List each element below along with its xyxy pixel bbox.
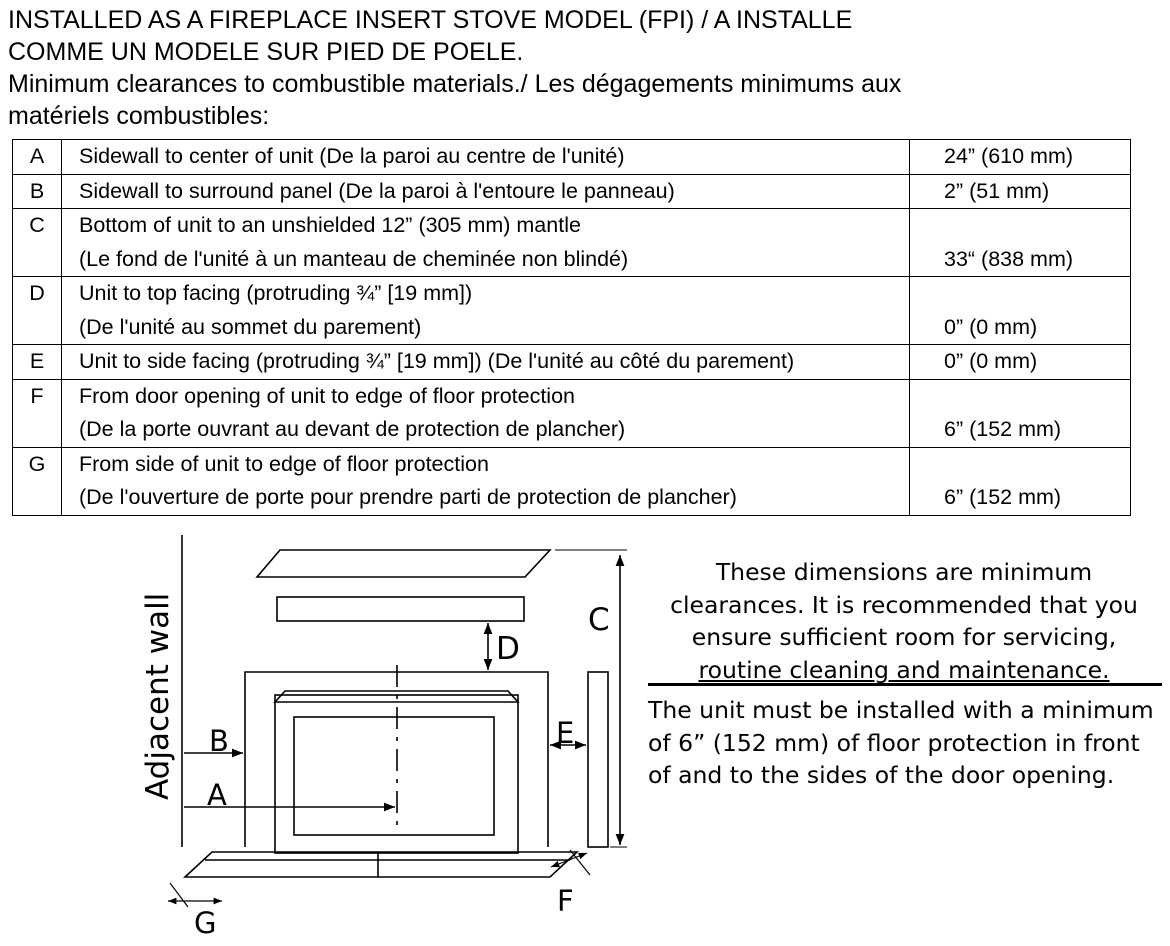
label-d: D — [496, 631, 520, 667]
table-row — [13, 140, 1131, 175]
row-value-text: 0” (0 mm) — [944, 314, 1038, 339]
row-letter-text: C — [29, 213, 45, 237]
recommendation-note — [646, 556, 1162, 686]
description-line-1: Unit to side facing (protruding ¾” [19 mm]) (De l'unité au côté du parement) — [79, 349, 795, 373]
row-letter — [13, 277, 62, 345]
row-value — [910, 345, 1131, 380]
heading-line-3: Minimum clearances to combustible materials./ Les dégagements minimums aux — [8, 70, 902, 98]
row-letter-text: G — [28, 451, 46, 476]
mantel-shape — [257, 550, 550, 577]
row-value-text: 6” (152 mm) — [944, 485, 1062, 509]
note1-line-3: ensure sufficient room for servicing, — [691, 623, 1117, 651]
row-value — [910, 174, 1131, 209]
description-line-1: From side of unit to edge of floor protection — [79, 451, 489, 476]
description-line-2: (De la porte ouvrant au devant de protection de plancher) — [79, 417, 626, 441]
row-letter — [13, 379, 62, 447]
description-line-1: Sidewall to center of unit (De la paroi au centre de l'unité) — [79, 144, 625, 168]
note2-line-1: The unit must be installed with a minimum — [648, 696, 1154, 724]
row-letter — [13, 345, 62, 380]
heading-line-2: COMME UN MODELE SUR PIED DE POELE. — [8, 38, 524, 66]
table-row — [13, 174, 1131, 209]
heading-line-4: matériels combustibles: — [8, 102, 270, 130]
row-value-text: 33“ (838 mm) — [944, 246, 1074, 271]
row-description — [62, 174, 910, 209]
row-value — [910, 140, 1131, 175]
row-value — [910, 277, 1131, 345]
adjacent-wall-label: Adjacent wall — [140, 592, 176, 800]
row-value-text: 0” (0 mm) — [944, 349, 1038, 373]
note2-line-2: of 6” (152 mm) of floor protection in front — [648, 728, 1140, 757]
description-line-1: From door opening of unit to edge of floor protection — [79, 383, 576, 408]
label-f: F — [557, 884, 574, 918]
row-description — [62, 209, 910, 277]
row-description — [62, 277, 910, 345]
row-letter-text: F — [30, 383, 44, 408]
door-opening — [294, 717, 494, 835]
row-letter-text: A — [29, 144, 45, 168]
description-line-1: Unit to top facing (protruding ¾” [19 mm]) — [79, 281, 473, 305]
side-facing-strip — [588, 672, 608, 847]
clearance-table — [12, 139, 1131, 516]
label-e: E — [556, 716, 575, 750]
row-value-text: 24” (610 mm) — [944, 144, 1074, 168]
row-value-text: 2” (51 mm) — [944, 178, 1050, 203]
heading-line-1: INSTALLED AS A FIREPLACE INSERT STOVE MODEL (FPI) / A INSTALLE — [8, 6, 853, 34]
row-description — [62, 345, 910, 380]
row-value-text: 6” (152 mm) — [944, 417, 1062, 441]
floor-protection-note — [646, 694, 1166, 792]
dim-arrow-f — [570, 850, 590, 875]
row-letter — [13, 174, 62, 209]
table-row — [13, 277, 1131, 345]
label-g: G — [194, 906, 217, 940]
page-heading — [8, 4, 1158, 132]
clearance-diagram — [130, 525, 630, 946]
row-letter — [13, 209, 62, 277]
clearance-diagram-svg — [130, 525, 630, 946]
top-facing-bar — [277, 597, 524, 621]
row-value — [910, 379, 1131, 447]
row-letter — [13, 140, 62, 175]
label-a: A — [207, 778, 227, 812]
description-line-1: Sidewall to surround panel (De la paroi à l'entoure le panneau) — [79, 178, 675, 203]
label-c: C — [588, 602, 610, 638]
table-row — [13, 447, 1131, 515]
table-row — [13, 345, 1131, 380]
table-row — [13, 379, 1131, 447]
description-line-2: (Le fond de l'unité à un manteau de cheminée non blindé) — [79, 246, 629, 271]
notes-panel — [646, 556, 1166, 792]
row-description — [62, 140, 910, 175]
description-line-2: (De l'unité au sommet du parement) — [79, 314, 422, 339]
note1-line-1: These dimensions are minimum — [715, 558, 1093, 586]
description-line-2: (De l'ouverture de porte pour prendre parti de protection de plancher) — [79, 485, 737, 509]
row-description — [62, 379, 910, 447]
row-letter-text: E — [29, 349, 45, 373]
note1-line-4: routine cleaning and maintenance. — [698, 655, 1110, 684]
row-letter — [13, 447, 62, 515]
description-line-1: Bottom of unit to an unshielded 12” (305 mm) mantle — [79, 213, 581, 237]
row-description — [62, 447, 910, 515]
row-value — [910, 209, 1131, 277]
table-row — [13, 209, 1131, 277]
note1-line-2: clearances. It is recommended that you — [670, 590, 1138, 619]
row-value — [910, 447, 1131, 515]
row-letter-text: D — [29, 281, 45, 305]
label-b: B — [209, 724, 229, 758]
row-letter-text: B — [29, 178, 45, 203]
note2-line-3: of and to the sides of the door opening. — [648, 761, 1115, 789]
floor-protection — [185, 852, 577, 877]
